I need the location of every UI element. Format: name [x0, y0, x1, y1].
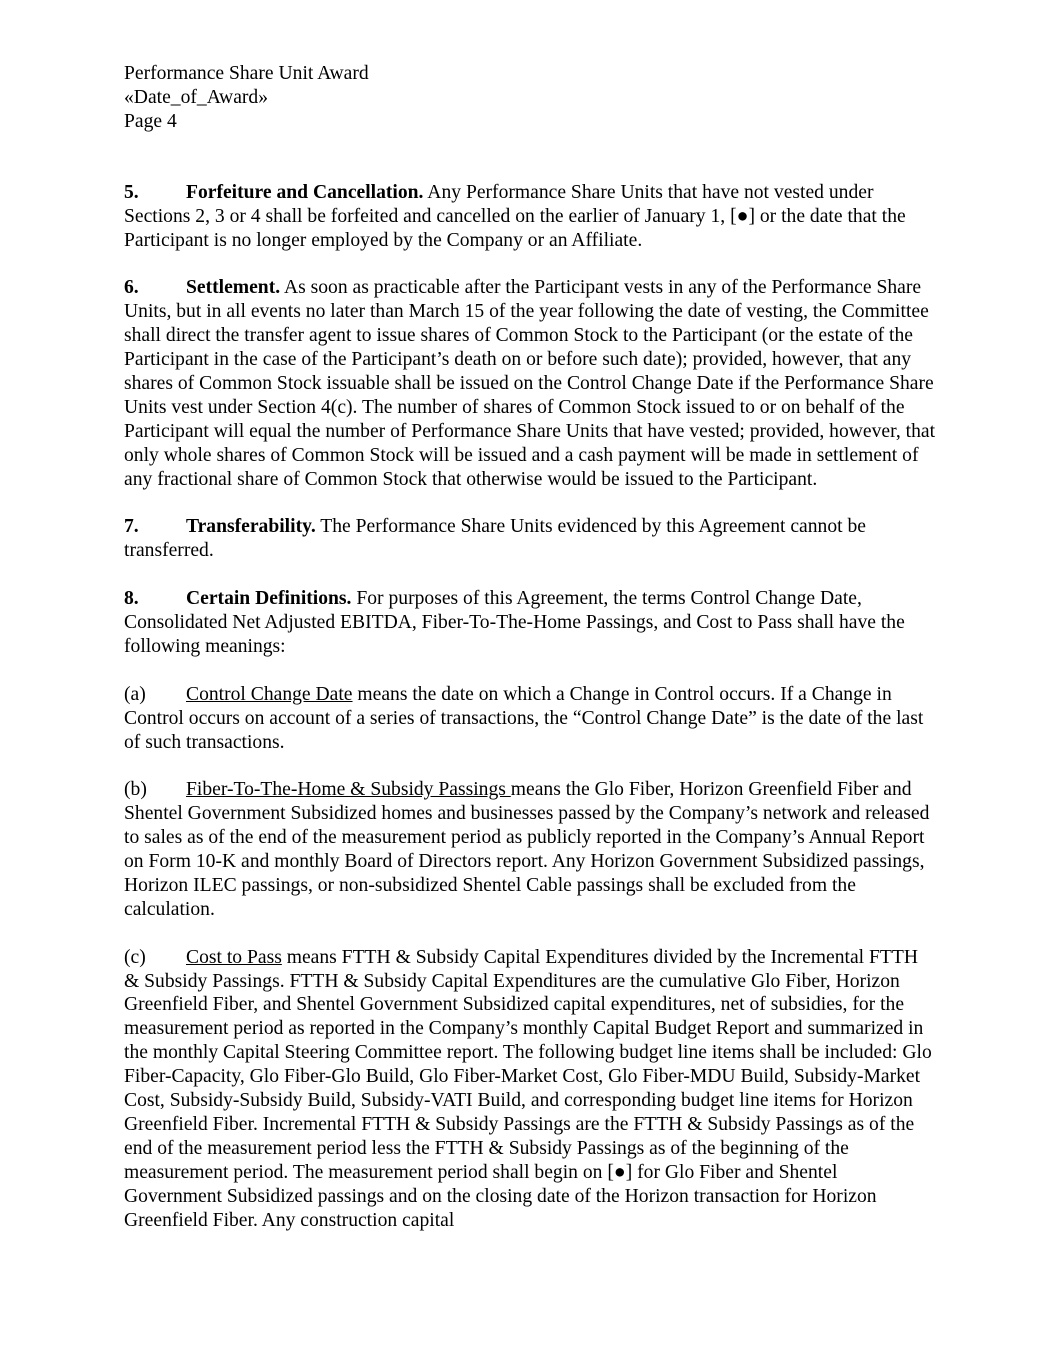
section-number: 5.: [124, 181, 139, 203]
section-forfeiture: [124, 181, 936, 253]
definition-term: Cost to Pass: [186, 946, 282, 968]
section-transferability: [124, 515, 936, 563]
definition-label: (c): [124, 946, 146, 968]
section-heading: Settlement.: [186, 277, 281, 299]
definition-label: (b): [124, 779, 147, 801]
definition-term: Fiber-To-The-Home & Subsidy Passings: [186, 779, 511, 801]
definition-text: means FTTH & Subsidy Capital Expenditures divided by the Incremental FTTH & Subsidy Passings. FTTH & Subsidy Capital Expenditures are the cumulative Glo Fiber, Horizon Greenfield Fiber, and Shentel Government Subsidized capital expenditures, net of subsidies, for the measurement period as reported in the Company’s monthly Capital Budget Report and summarized in the monthly Capital Steering Committee report. The following budget line items shall be included: Glo Fiber-Capacity, Glo Fiber-Glo Build, Glo Fiber-Market Cost, Glo Fiber-MDU Build, Subsidy-Market Cost, Subsidy-Subsidy Build, Subsidy-VATI Build, and corresponding budget line items for Horizon Greenfield Fiber. Incremental FTTH & Subsidy Passings are the FTTH & Subsidy Passings as of the end of the measurement period less the FTTH & Subsidy Passings as of the beginning of the measurement period. The measurement period shall begin on [●] for Glo Fiber and Shentel Government Subsidized passings and on the closing date of the Horizon transaction for Horizon Greenfield Fiber. Any construction capital: [124, 946, 932, 1231]
definition-ftth-passings: [124, 778, 936, 921]
section-heading: Transferability.: [186, 516, 316, 538]
section-heading: Certain Definitions.: [186, 588, 352, 610]
definition-text: means the Glo Fiber, Horizon Greenfield Fiber and Shentel Government Subsidized homes and businesses passed by the Company’s network and released to sales as of the end of the measurement period as publicly reported in the Company’s Annual Report on Form 10-K and monthly Board of Directors report. Any Horizon Government Subsidized passings, Horizon ILEC passings, or non-subsidized Shentel Cable passings shall be excluded from the calculation.: [124, 779, 930, 920]
section-definitions: [124, 587, 936, 659]
section-text: Any Performance Share Units that have not vested under Sections 2, 3 or 4 shall be forfeited and cancelled on the earlier of January 1, [●] or the date that the Participant is no longer employed by the Company or an Affiliate.: [124, 181, 906, 251]
section-text: For purposes of this Agreement, the terms Control Change Date, Consolidated Net Adjusted EBITDA, Fiber-To-The-Home Passings, and Cost to Pass shall have the following meanings:: [124, 588, 905, 657]
definition-control-change-date: [124, 683, 936, 755]
definition-cost-to-pass: [124, 946, 936, 1233]
definition-text: means the date on which a Change in Control occurs. If a Change in Control occurs on account of a series of transactions, the “Control Change Date” is the date of the last of such transactions.: [124, 683, 924, 753]
section-settlement: [124, 276, 936, 491]
section-number: 6.: [124, 277, 139, 299]
page-header: [124, 62, 936, 134]
definition-term: Control Change Date: [186, 683, 353, 705]
header-date: «Date_of_Award»: [124, 86, 269, 108]
header-title: Performance Share Unit Award: [124, 63, 369, 84]
section-heading: Forfeiture and Cancellation.: [186, 181, 424, 203]
definition-label: (a): [124, 683, 146, 705]
section-number: 7.: [124, 516, 139, 538]
section-number: 8.: [124, 588, 139, 610]
section-text: As soon as practicable after the Participant vests in any of the Performance Share Units, but in all events no later than March 15 of the year following the date of vesting, the Committee shall direct the transfer agent to issue shares of Common Stock to the Participant (or the estate of the Participant in the case of the Participant’s death on or before such date); provided, however, that any shares of Common Stock issuable shall be issued on the Control Change Date if the Performance Share Units vest under Section 4(c). The number of shares of Common Stock issued to or on behalf of the Participant will equal the number of Performance Share Units that have vested; provided, however, that only whole shares of Common Stock will be issued and a cash payment will be made in settlement of any fractional share of Common Stock that otherwise would be issued to the Participant.: [124, 277, 936, 490]
document-page: [124, 62, 936, 1256]
section-text: The Performance Share Units evidenced by this Agreement cannot be transferred.: [124, 516, 866, 562]
header-page-number: Page 4: [124, 110, 177, 132]
